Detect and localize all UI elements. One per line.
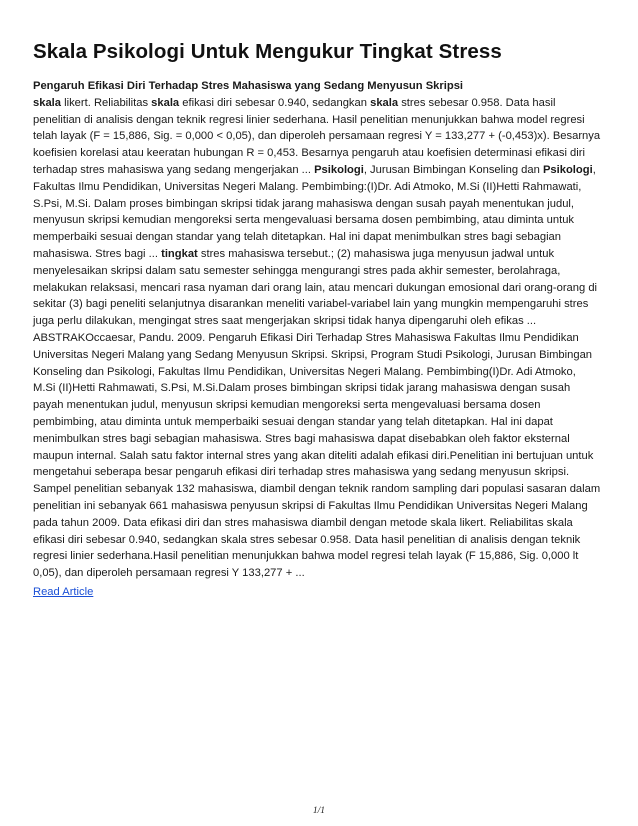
search-snippet	[33, 95, 601, 330]
snippet-text: efikasi diri sebesar 0.940, sedangkan	[179, 96, 371, 109]
snippet-text: , Fakultas Ilmu Pendidikan, Universitas Negeri Malang. Pembimbing:(I)Dr. Adi Atmoko, M.Si (II)Hetti Rahmawati, S.Psi, M.Si. Dalam proses bimbingan skripsi tidak jarang mahasiswa dengan susah payah menentukan judul, menyusun skripsi kemudian mengoreksi serta mengevaluasi bersama dosen pembimbing, atau diminta untuk memperbaiki sesuai dengan standar yang telah ditetapkan. Hal ini dapat menimbulkan stres bagi sebagian mahasiswa. Stres bagi ...	[33, 163, 596, 260]
article-subtitle: Pengaruh Efikasi Diri Terhadap Stres Mahasiswa yang Sedang Menyusun Skripsi	[33, 80, 464, 92]
snippet-text: likert. Reliabilitas	[61, 96, 152, 109]
keyword-highlight: Psikologi	[542, 163, 593, 176]
page-title: Skala Psikologi Untuk Mengukur Tingkat Stress	[33, 40, 502, 63]
keyword-highlight: tingkat	[161, 247, 198, 260]
keyword-highlight: skala	[370, 96, 399, 109]
page-number: 1/1	[312, 806, 326, 816]
read-article-link[interactable]: Read Article	[33, 585, 94, 598]
snippet-text: , Jurusan Bimbingan Konseling dan	[363, 163, 543, 176]
keyword-highlight: skala	[33, 96, 61, 109]
keyword-highlight: skala	[151, 96, 180, 109]
abstract-text: ABSTRAKOccaesar, Pandu. 2009. Pengaruh Efikasi Diri Terhadap Stres Mahasiswa Fakultas Ilmu Pendidikan Universitas Negeri Malang yang Sedang Menyusun Skripsi. Skripsi, Program Studi Psikologi, Jurusan Bimbingan Konseling dan Psikologi, Fakultas Ilmu Pendidikan, Universitas Negeri Malang. Pembimbing(I)Dr. Adi Atmoko, M.Si (II)Hetti Rahmawati, S.Psi, M.Si.Dalam proses bimbingan skripsi tidak jarang mahasiswa dengan susah payah menentukan judul, menyusun skripsi kemudian mengoreksi serta mengevaluasi bersama dosen pembimbing, atau diminta untuk memperbaiki sesuai dengan standar yang telah ditetapkan. Hal ini dapat menimbulkan stres bagi sebagian mahasiswa. Stres bagi mahasiswa dapat disebabkan oleh faktor eksternal maupun internal. Salah satu faktor internal stres yang akan diteliti adalah efikasi diri.Penelitian ini bertujuan untuk mengetahui seberapa besar pengaruh efikasi diri terhadap stres mahasiswa yang sedang menyusun skripsi. Sampel penelitian sebanyak 132 mahasiswa, diambil dengan teknik random sampling dari populasi sasaran dalam penelitian ini sebanyak 661 mahasiswa penyusun skripsi di Fakultas Ilmu Pendidikan Universitas Negeri Malang pada tahun 2009. Data efikasi diri dan stres mahasiswa diambil dengan metode skala likert. Reliabilitas skala efikasi diri sebesar 0.940, sedangkan skala stres sebesar 0.958. Data hasil penelitian di analisis dengan teknik regresi linier sederhana.Hasil penelitian menunjukkan bahwa model regresi telah layak (F 15,886, Sig. 0,000 lt 0,05), dan diperoleh persamaan regresi Y 133,277 + ...	[33, 331, 601, 580]
document-page	[33, 40, 601, 601]
keyword-highlight: Psikologi	[314, 163, 364, 176]
snippet-text: stres mahasiswa tersebut.; (2) mahasiswa juga menyusun jadwal untuk menyelesaikan skripsi dalam satu semester sehingga mengurangi stres pada akhir semester, berolahraga, melakukan relaksasi, mencari rasa nyaman dari orang lain, atau mencari dukungan emosional dari orang-orang di sekitar (3) bagi peneliti selanjutnya disarankan meneliti variabel-variabel lain yang mungkin mempengaruhi stres juga perlu dilakukan, mengingat stres saat mengerjakan skripsi tidak hanya dipengaruhi oleh efikas ...	[33, 247, 598, 328]
snippet-text: stres sebesar 0.958. Data hasil penelitian di analisis dengan teknik regresi linier sederhana. Hasil penelitian menunjukkan bahwa model regresi telah layak (F = 15,886, Sig. = 0,000 < 0,05), dan diperoleh persamaan regresi Y = 133,277 + (-0,453)x). Besarnya koefisien korelasi atau keeratan hubungan R = 0,453. Besarnya pengaruh atau koefisien determinasi efikasi diri terhadap stres mahasiswa yang sedang mengerjakan ...	[33, 96, 601, 176]
